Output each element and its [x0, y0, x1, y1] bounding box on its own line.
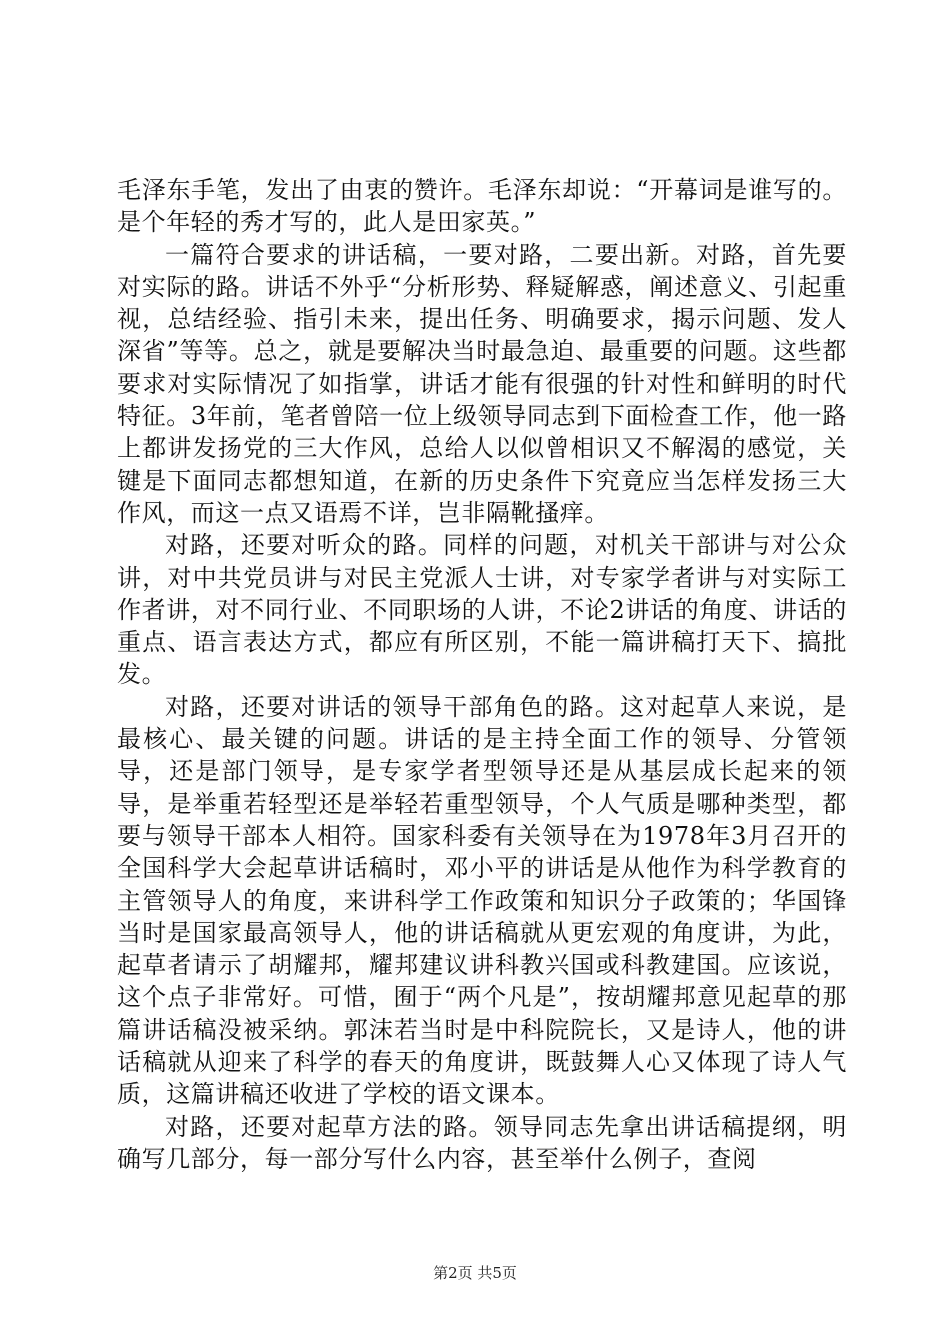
document-body — [117, 174, 847, 1175]
page-number-footer: 第2页 共5页 — [433, 1264, 517, 1282]
paragraph: 一篇符合要求的讲话稿，一要对路，二要出新。对路，首先要对实际的路。讲话不外乎“分析形势、释疑解惑，阐述意义、引起重视，总结经验、指引未来，提出任务、明确要求，揭示问题、发人深省”等等。总之，就是要解决当时最急迫、最重要的问题。这些都要求对实际情况了如指掌，讲话才能有很强的针对性和鲜明的时代特征。3年前，笔者曾陪一位上级领导同志到下面检查工作，他一路上都讲发扬党的三大作风，总给人以似曾相识又不解渴的感觉，关键是下面同志都想知道，在新的历史条件下究竟应当怎样发扬三大作风，而这一点又语焉不详，岂非隔靴搔痒。 — [117, 240, 847, 527]
paragraph: 对路，还要对讲话的领导干部角色的路。这对起草人来说，是最核心、最关键的问题。讲话的是主持全面工作的领导、分管领导，还是部门领导，是专家学者型领导还是从基层成长起来的领导，是举重若轻型还是举轻若重型领导，个人气质是哪种类型，都要与领导干部本人相符。国家科委有关领导在为1978年3月召开的全国科学大会起草讲话稿时，邓小平的讲话是从他作为科学教育的主管领导人的角度，来讲科学工作政策和知识分子政策的；华国锋当时是国家最高领导人，他的讲话稿就从更宏观的角度讲，为此，起草者请示了胡耀邦，耀邦建议讲科教兴国或科教建国。应该说，这个点子非常好。可惜，囿于“两个凡是”，按胡耀邦意见起草的那篇讲话稿没被采纳。郭沫若当时是中科院院长，又是诗人，他的讲话稿就从迎来了科学的春天的角度讲，既鼓舞人心又体现了诗人气质，这篇讲稿还收进了学校的语文课本。 — [117, 692, 847, 1109]
paragraph: 对路，还要对起草方法的路。领导同志先拿出讲话稿提纲，明确写几部分，每一部分写什么内容，甚至举什么例子，查阅 — [117, 1112, 847, 1173]
paragraph: 对路，还要对听众的路。同样的问题，对机关干部讲与对公众讲，对中共党员讲与对民主党派人士讲，对专家学者讲与对实际工作者讲，对不同行业、不同职场的人讲，不论2讲话的角度、讲话的重点、语言表达方式，都应有所区别，不能一篇讲稿打天下、搞批发。 — [117, 531, 847, 689]
paragraph-continued: 毛泽东手笔，发出了由衷的赞许。毛泽东却说：“开幕词是谁写的。是个年轻的秀才写的，此人是田家英。” — [117, 176, 847, 237]
